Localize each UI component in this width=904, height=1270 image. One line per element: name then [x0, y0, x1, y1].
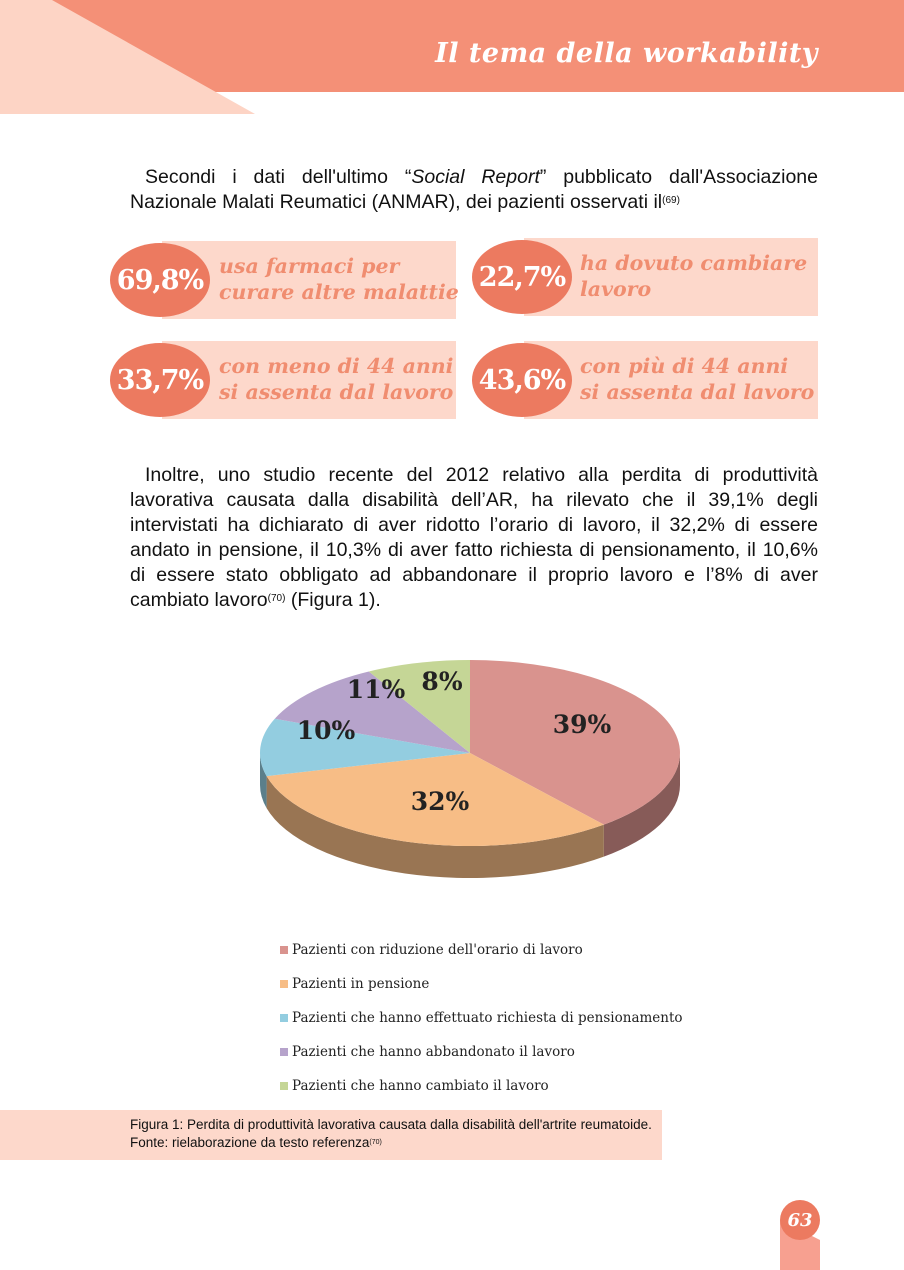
intro-text-pre: Secondi i dati dell'ultimo “: [145, 166, 412, 188]
caption-ref: (70): [369, 1139, 382, 1146]
figure-caption: Figura 1: Perdita di produttività lavorativa causata dalla disabilità dell'artrite reumatoide. Fonte: rielaborazione da testo referenza$^{(70)}$: [130, 1117, 652, 1150]
stat-value-4: 43,6%: [472, 343, 572, 417]
legend-label-5: Pazienti che hanno cambiato il lavoro: [292, 1078, 549, 1094]
stat-label-3: con meno di 44 anni si assenta dal lavoro: [219, 354, 454, 404]
stat-label-2: ha dovuto cambiare lavoro: [580, 251, 808, 301]
legend-item: [280, 1010, 683, 1026]
page-title: Il tema della workability: [435, 38, 818, 69]
stat-label-4: con più di 44 anni si assenta dal lavoro: [580, 354, 815, 404]
legend-label-4: Pazienti che hanno abbandonato il lavoro: [292, 1044, 575, 1060]
stat-label-1: usa farmaci per curare altre malattie: [219, 254, 459, 304]
legend-item: [280, 976, 429, 992]
study-tail: (Figura 1).: [285, 589, 381, 611]
study-text: Inoltre, uno studio recente del 2012 relativo alla perdita di produttività lavorativa causata dalla disabilità dell’AR, ha rilevato che il 39,1% degli intervistati ha dichiarato di aver ridotto l’orario di lavoro, il 32,2% di essere andato in pensione, il 10,3% di aver fatto richiesta di pensionamento, il 10,6% di essere stato obbligato ad abbandonare il proprio lavoro e l’8% di aver cambiato lavoro: [130, 464, 818, 611]
stat-value-3: 33,7%: [110, 343, 210, 417]
pie-label-2: 32%: [410, 787, 470, 816]
legend-swatch-5: [280, 1082, 288, 1090]
intro-text-em: Social Report: [411, 166, 540, 188]
intro-ref: (69): [662, 195, 680, 206]
legend-item: [280, 942, 583, 958]
legend-label-3: Pazienti che hanno effettuato richiesta di pensionamento: [292, 1010, 683, 1026]
legend-swatch-4: [280, 1048, 288, 1056]
legend-label-1: Pazienti con riduzione dell'orario di lavoro: [292, 942, 583, 958]
pie-chart: [0, 640, 904, 940]
legend-swatch-3: [280, 1014, 288, 1022]
study-paragraph: [130, 463, 818, 613]
legend-swatch-1: [280, 946, 288, 954]
page-number: 63: [780, 1200, 820, 1240]
intro-text-post: ” pubblicato dall'Associazione Nazionale Malati Reumatici (ANMAR), dei pazienti osservati il: [130, 166, 818, 213]
legend-swatch-2: [280, 980, 288, 988]
pie-label-5: 8%: [421, 667, 463, 696]
study-ref: (70): [267, 593, 286, 604]
intro-paragraph: [130, 165, 818, 215]
legend-item: [280, 1078, 549, 1094]
legend-label-2: Pazienti in pensione: [292, 976, 430, 992]
stat-value-2: 22,7%: [472, 240, 572, 314]
pie-label-4: 11%: [346, 675, 406, 704]
pie-label-1: 39%: [552, 710, 612, 739]
pie-label-3: 10%: [296, 716, 356, 745]
legend-item: [280, 1044, 575, 1060]
stat-value-1: 69,8%: [110, 243, 210, 317]
